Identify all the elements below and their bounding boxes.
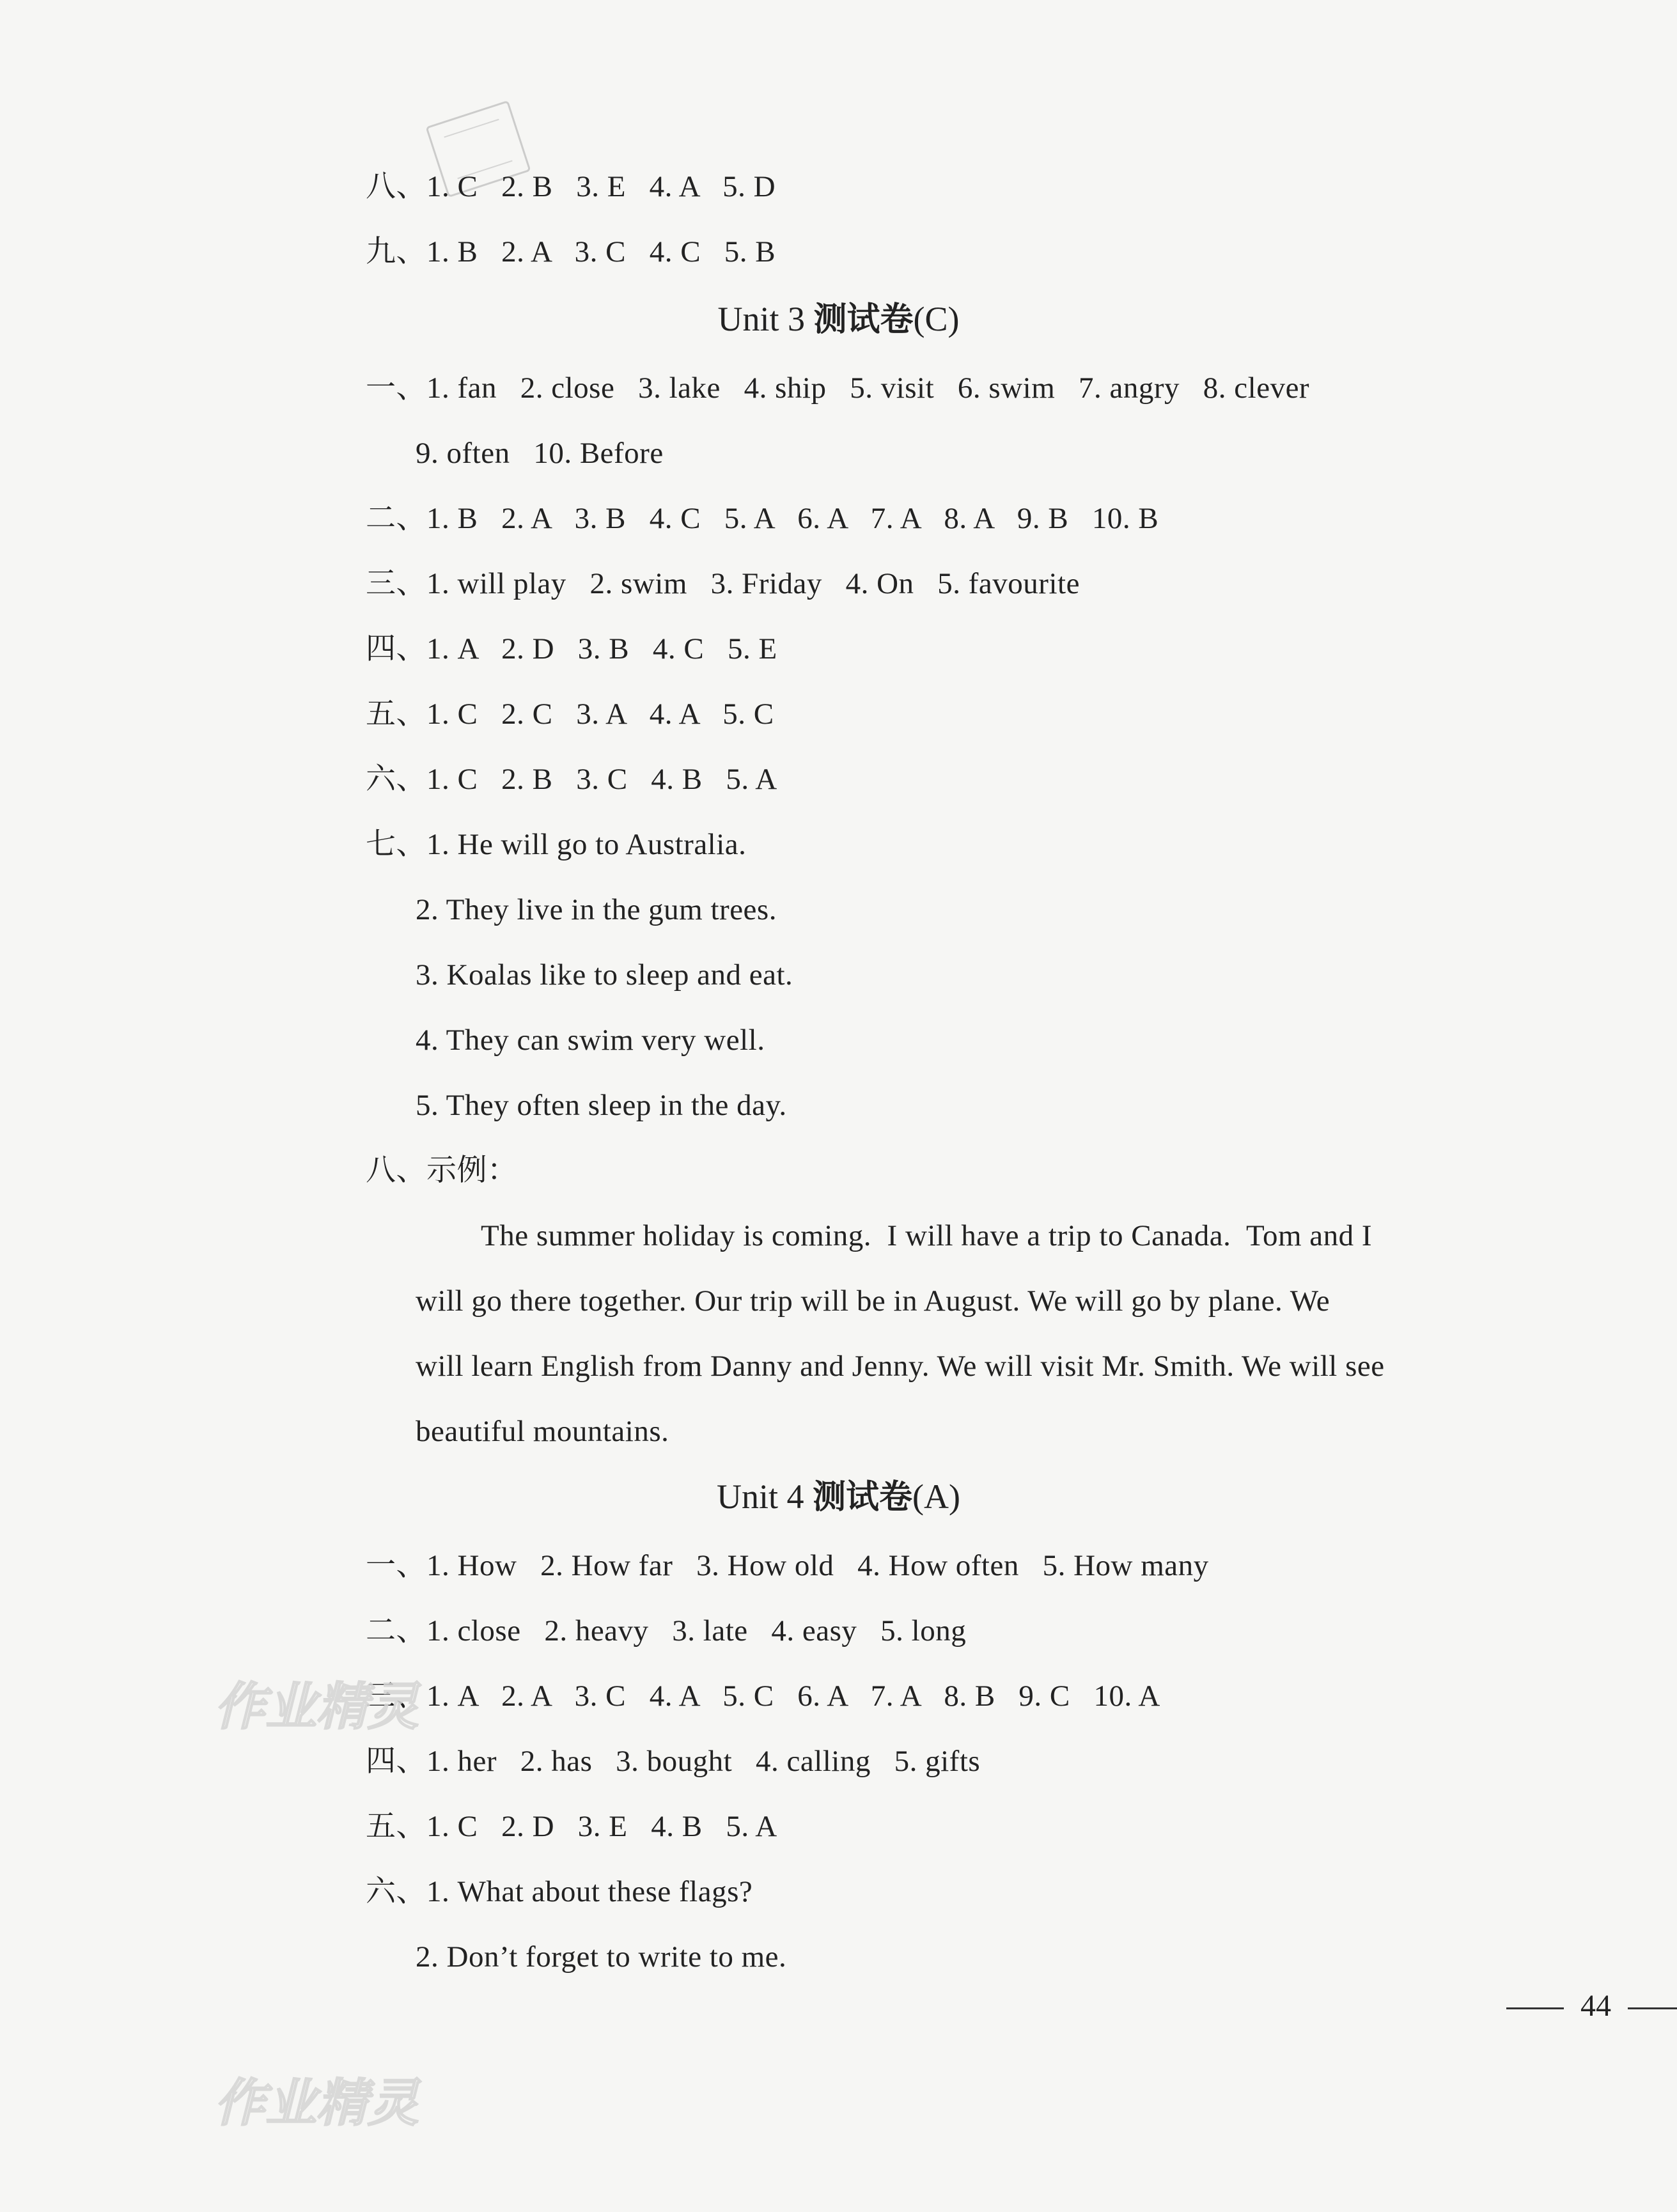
answer-line-8-sample: 八、示例： <box>366 1154 518 1187</box>
page-number-value: 44 <box>1580 1989 1611 2023</box>
answer-line-3: 三、1. will play 2. swim 3. Friday 4. On 5. favourite <box>366 567 1080 600</box>
heading-unit-label: Unit 4 <box>717 1477 813 1516</box>
dash-divider <box>1628 2007 1677 2009</box>
sample-paragraph-line: beautiful mountains. <box>416 1415 669 1448</box>
answer-line-6-2: 2. Don’t forget to write to me. <box>416 1940 787 1974</box>
section-heading-unit4 <box>0 1476 1677 1518</box>
answer-line-5: 五、1. C 2. D 3. E 4. B 5. A <box>366 1810 777 1843</box>
answer-line-7-4: 4. They can swim very well. <box>416 1024 765 1057</box>
watermark-logo: 作业精灵 <box>214 2073 419 2133</box>
answer-line-3: 三、1. A 2. A 3. C 4. A 5. C 6. A 7. A 8. B 9. C 10. A <box>366 1679 1160 1713</box>
sample-paragraph-line: will go there together. Our trip will be in August. We will go by plane. We <box>416 1284 1330 1318</box>
answer-line-6: 六、1. What about these flags? <box>366 1875 753 1908</box>
heading-suffix: (A) <box>912 1477 960 1516</box>
sample-paragraph-line: The summer holiday is coming. I will have a trip to Canada. Tom and I <box>481 1219 1373 1252</box>
answer-line-1-cont: 9. often 10. Before <box>416 437 664 470</box>
answer-line-9: 九、1. B 2. A 3. C 4. C 5. B <box>366 235 776 269</box>
section-heading-unit3 <box>0 298 1677 341</box>
answer-line-7-2: 2. They live in the gum trees. <box>416 893 777 926</box>
dash-divider <box>1506 2007 1564 2009</box>
answer-line-6: 六、1. C 2. B 3. C 4. B 5. A <box>366 763 777 796</box>
answer-line-4: 四、1. A 2. D 3. B 4. C 5. E <box>366 632 777 666</box>
answer-line-7: 七、1. He will go to Australia. <box>366 828 747 861</box>
answer-line-1: 一、1. How 2. How far 3. How old 4. How often 5. How many <box>366 1549 1209 1582</box>
heading-suffix: (C) <box>913 300 960 338</box>
answer-line-2: 二、1. close 2. heavy 3. late 4. easy 5. long <box>366 1614 967 1647</box>
page-number <box>1490 1987 1677 2025</box>
sample-paragraph-line: will learn English from Danny and Jenny. We will visit Mr. Smith. We will see <box>416 1350 1385 1383</box>
answer-line-5: 五、1. C 2. C 3. A 4. A 5. C <box>366 697 774 731</box>
answer-line-7-3: 3. Koalas like to sleep and eat. <box>416 958 793 992</box>
heading-test-label: 测试卷 <box>813 1478 913 1516</box>
answer-line-7-5: 5. They often sleep in the day. <box>416 1089 787 1122</box>
answer-line-1: 一、1. fan 2. close 3. lake 4. ship 5. visit 6. swim 7. angry 8. clever <box>366 371 1310 405</box>
heading-unit-label: Unit 3 <box>717 300 814 338</box>
watermark-logo: 作业精灵 <box>214 1677 419 1736</box>
answer-line-8: 八、1. C 2. B 3. E 4. A 5. D <box>366 170 776 203</box>
answer-line-2: 二、1. B 2. A 3. B 4. C 5. A 6. A 7. A 8. A 9. B 10. B <box>366 502 1159 535</box>
answer-line-4: 四、1. her 2. has 3. bought 4. calling 5. gifts <box>366 1745 981 1778</box>
heading-test-label: 测试卷 <box>813 300 914 339</box>
